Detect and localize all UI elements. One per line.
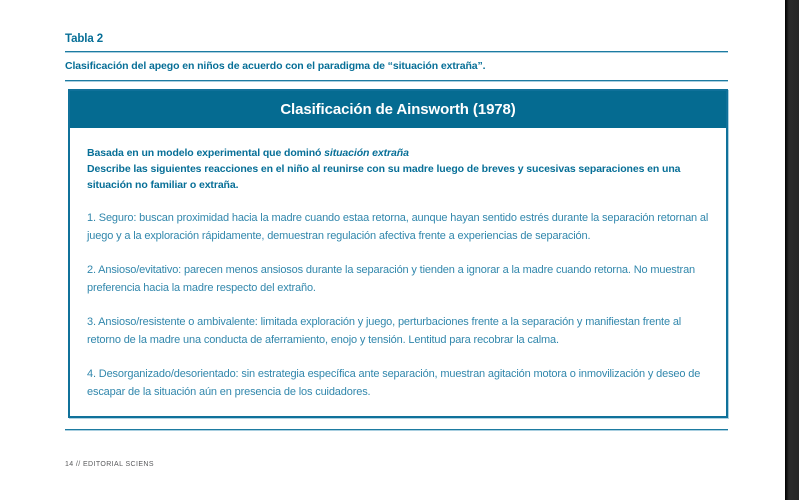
intro-regular: Basada en un modelo experimental que dominó [87, 147, 325, 159]
table-caption: Clasificación del apego en niños de acuerdo con el paradigma de “situación extraña”. [65, 60, 486, 72]
intro-line-2: Describe las siguientes reacciones en el niño al reunirse con su madre luego de breves y sucesivas separaciones en una situación no familiar o extraña. [87, 163, 681, 191]
attachment-type-desorganizado: 4. Desorganizado/desorientado: sin estrategia específica ante separación, muestran agitación motora o inmovilización y deseo de escapar de la situación aún en presencia de los cuidadores. [87, 368, 701, 398]
divider-bottom [65, 429, 728, 431]
box-body [70, 128, 726, 416]
table-label: Tabla 2 [65, 33, 104, 45]
divider-caption [65, 80, 728, 82]
intro-line-1 [87, 145, 713, 161]
box-title: Clasificación de Ainsworth (1978) [70, 91, 726, 128]
attachment-type-seguro: 1. Seguro: buscan proximidad hacia la madre cuando estaa retorna, aunque hayan sentido estrés durante la separación retornan al juego y a la exploración rápidamente, demuestran regulación afectiva frente a experiencias de separación. [87, 212, 709, 242]
intro-italic: situación extraña [324, 147, 409, 159]
page-edge-strip [785, 0, 799, 500]
ainsworth-table-box [68, 89, 728, 418]
divider-top [65, 51, 728, 53]
attachment-type-ansioso-evitativo: 2. Ansioso/evitativo: parecen menos ansiosos durante la separación y tienden a ignorar a la madre cuando retorna. No muestran preferencia hacia la madre respecto del extraño. [87, 264, 696, 294]
page-footer: 14 // EDITORIAL SCIENS [65, 461, 154, 468]
attachment-type-ansioso-resistente: 3. Ansioso/resistente o ambivalente: limitada exploración y juego, perturbaciones frente a la separación y manifiestan frente al retorno de la madre una conducta de aferramiento, enojo y tensión. Lentitud para recobrar la calma. [87, 316, 682, 346]
document-page [65, 33, 728, 469]
